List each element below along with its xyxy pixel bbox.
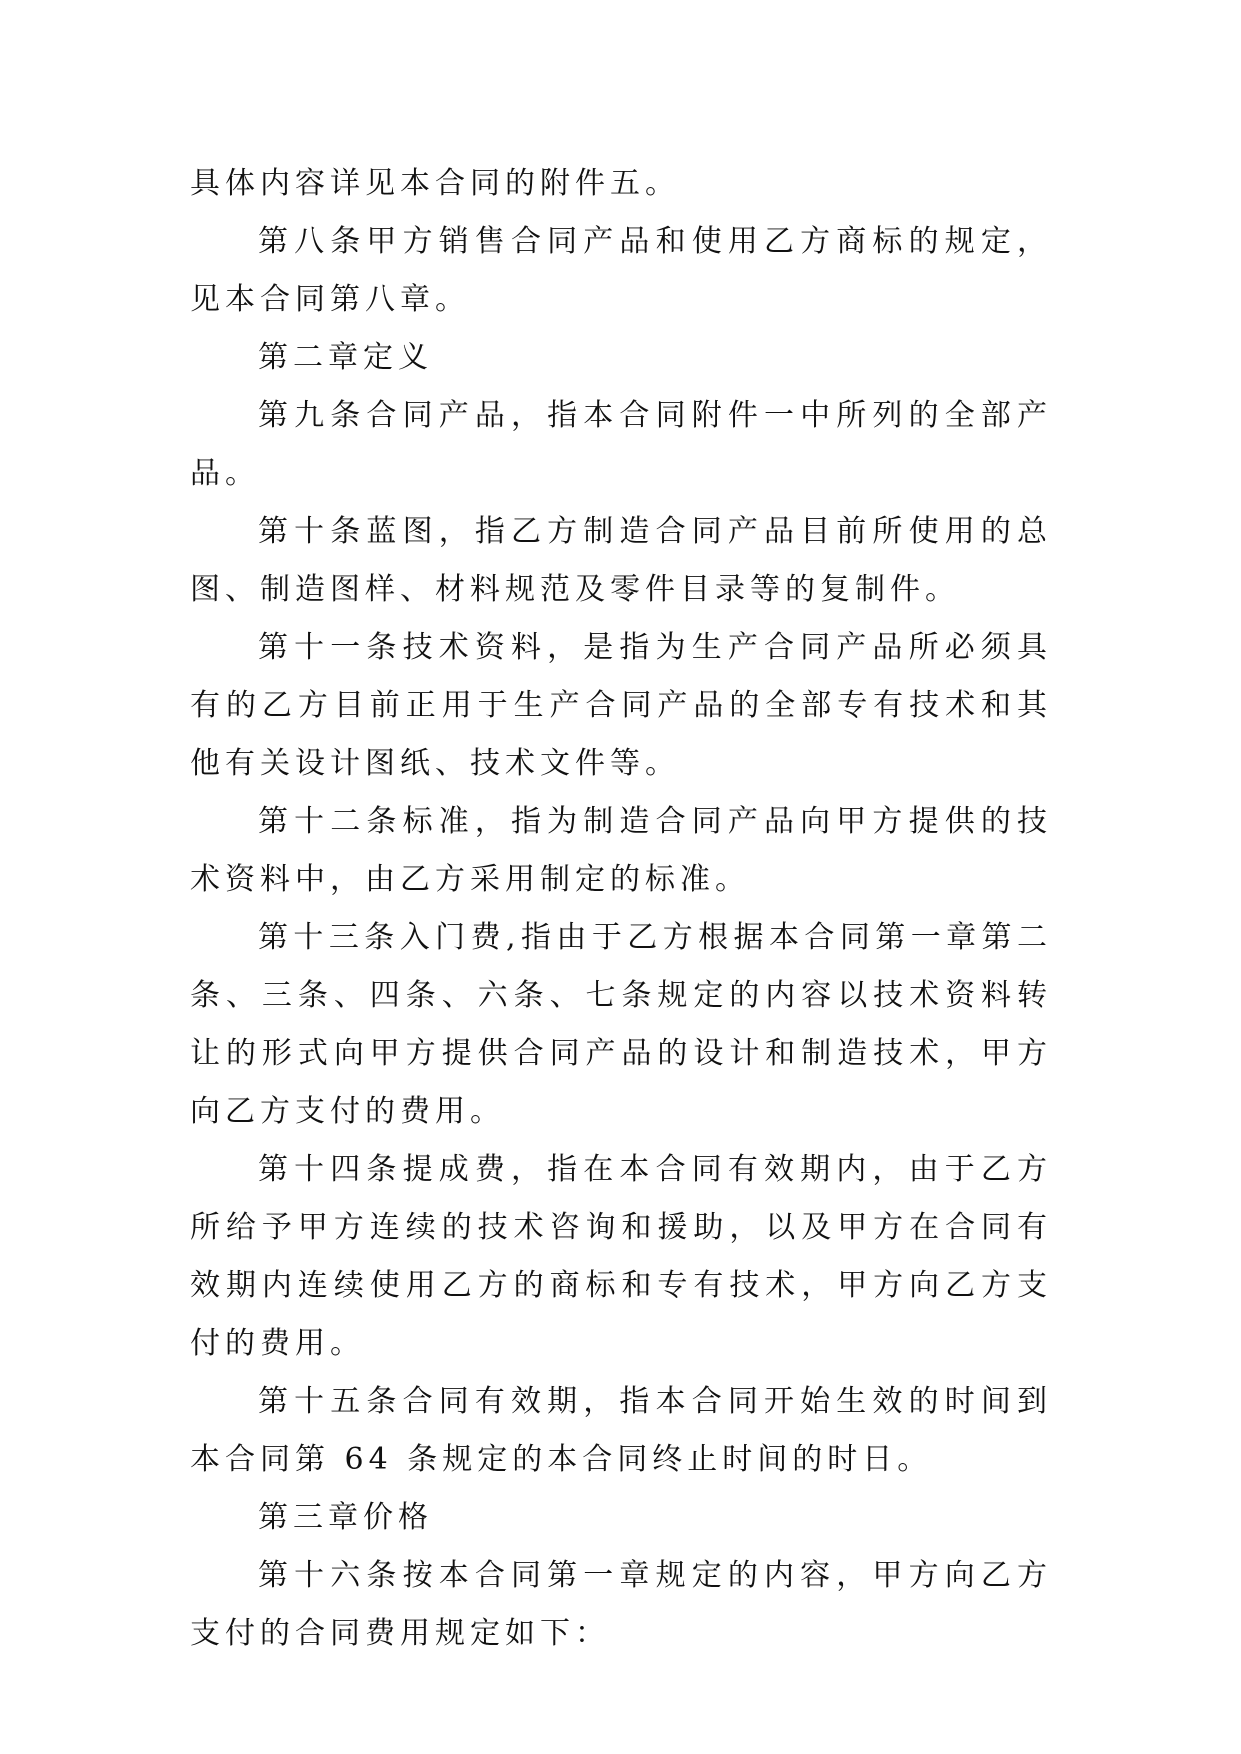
paragraph-article-13: 第十三条入门费,指由于乙方根据本合同第一章第二条、三条、四条、六条、七条规定的内容以技术资料转让的形式向甲方提供合同产品的设计和制造技术，甲方向乙方支付的费用。 xyxy=(190,920,1052,1129)
paragraph-article-10: 第十条蓝图，指乙方制造合同产品目前所使用的总图、制造图样、材料规范及零件目录等的复制件。 xyxy=(190,514,1052,607)
paragraph-article-14: 第十四条提成费，指在本合同有效期内，由于乙方所给予甲方连续的技术咨询和援助，以及甲方在合同有效期内连续使用乙方的商标和专有技术，甲方向乙方支付的费用。 xyxy=(190,1152,1052,1361)
paragraph-article-8: 第八条甲方销售合同产品和使用乙方商标的规定，见本合同第八章。 xyxy=(190,224,1052,317)
paragraph-article-11: 第十一条技术资料，是指为生产合同产品所必须具有的乙方目前正用于生产合同产品的全部专有技术和其他有关设计图纸、技术文件等。 xyxy=(190,630,1052,781)
paragraph-article-9: 第九条合同产品，指本合同附件一中所列的全部产品。 xyxy=(190,398,1052,491)
chapter-heading-price: 第三章价格 xyxy=(258,1500,433,1535)
paragraph-attachment-reference: 具体内容详见本合同的附件五。 xyxy=(190,166,680,201)
chapter-heading-definitions: 第二章定义 xyxy=(258,340,433,375)
paragraph-article-15: 第十五条合同有效期，指本合同开始生效的时间到本合同第 64 条规定的本合同终止时间的时日。 xyxy=(190,1384,1052,1477)
paragraph-article-12: 第十二条标准，指为制造合同产品向甲方提供的技术资料中，由乙方采用制定的标准。 xyxy=(190,804,1052,897)
paragraph-article-16: 第十六条按本合同第一章规定的内容，甲方向乙方支付的合同费用规定如下： xyxy=(190,1558,1052,1651)
document-body xyxy=(190,155,1052,1663)
